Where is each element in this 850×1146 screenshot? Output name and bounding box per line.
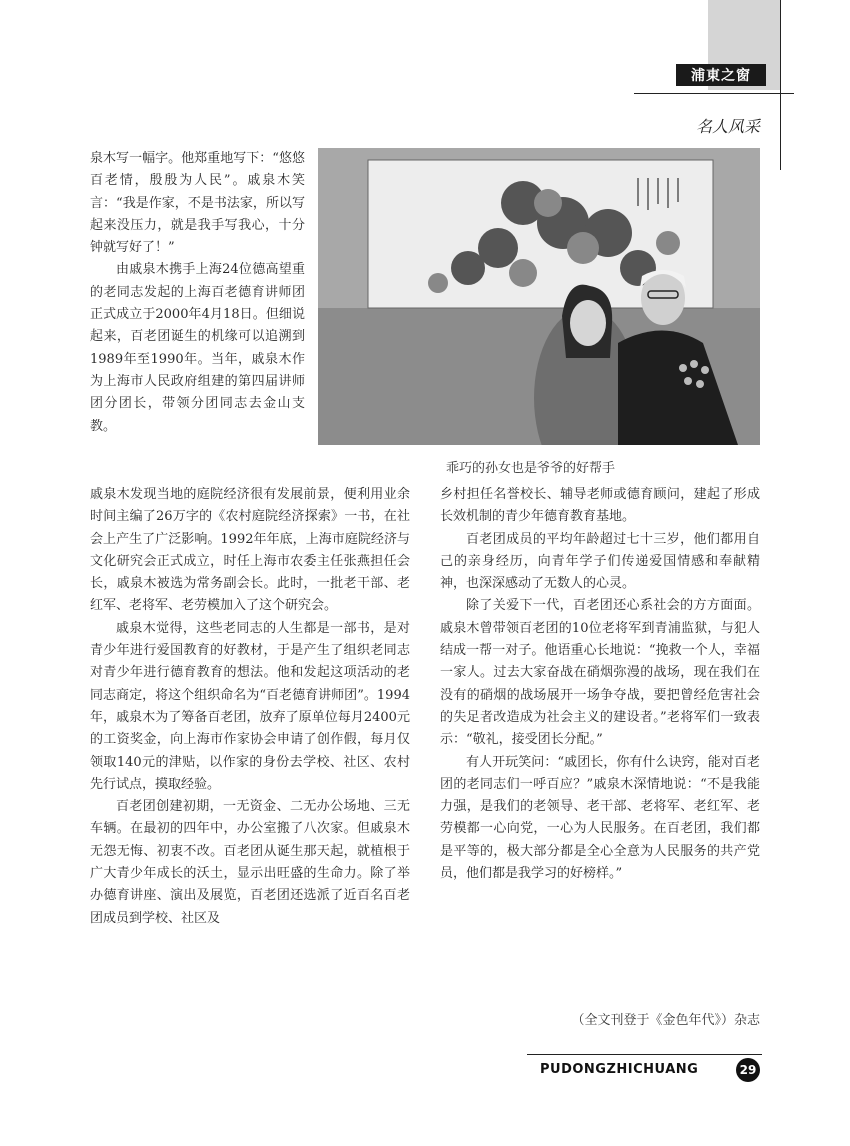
paragraph: 除了关爱下一代，百老团还心系社会的方方面面。戚泉木曾带领百老团的10位老将军到青浦监狱，与犯人结成一帮一对子。他语重心长地说：“挽救一个人，幸福一家人。过去大家奋战在硝烟弥漫的战场，现在我们在没有的硝烟的战场展开一场争夺战，要把曾经危害社会的失足者改造成为社会主义的建设者。”老将军们一致表示：“敬礼，接受团长分配。” — [440, 598, 760, 748]
paragraph: 有人开玩笑问：“戚团长，你有什么诀窍，能对百老团的老同志们一呼百应？”戚泉木深情地说：“不是我能力强，是我们的老领导、老干部、老将军、老红军、老劳模都一心向党，一心为人民服务。在百老团，我们都是平等的，极大部分都是全心全意为人民服务的共产党员，他们都是我学习的好榜样。” — [440, 754, 760, 882]
footer-magazine-name: PUDONGZHICHUANG — [540, 1062, 699, 1077]
wrap-column — [90, 148, 305, 438]
section-title: 名人风采 — [695, 117, 760, 136]
page-number: 29 — [736, 1058, 760, 1082]
paragraph: 戚泉木觉得，这些老同志的人生都是一部书，是对青少年进行爱国教育的好教材，于是产生了组织老同志对青少年进行德育教育的想法。他和发起这项活动的老同志商定，将这个组织命名为“百老德育讲师团”。1994年，戚泉木为了筹备百老团，放弃了原单位每月2400元的工资奖金，向上海市作家协会申请了创作假，每月仅领取140元的津贴，以作家的身份去学校、社区、农村先行试点，摸取经验。 — [90, 620, 410, 792]
paragraph: 百老团成员的平均年龄超过七十三岁，他们都用自己的亲身经历，向青年学子们传递爱国情感和奉献精神，也深深感动了无数人的心灵。 — [440, 531, 760, 592]
magazine-masthead: 浦東之窗 — [676, 64, 766, 86]
photo-caption: 乖巧的孙女也是爷爷的好帮手 — [446, 461, 616, 476]
paragraph: 泉木写一幅字。他郑重地写下：“悠悠百老情，殷殷为人民”。戚泉木笑言：“我是作家，不是书法家，所以写起来没压力，就是我手写我心，十分钟就写好了！” — [90, 151, 305, 256]
article-credit: （全文刊登于《金色年代》）杂志 — [571, 1013, 760, 1028]
header-horizontal-rule — [634, 93, 794, 94]
paragraph: 乡村担任名誉校长、辅导老师或德育顾问，建起了形成长效机制的青少年德育教育基地。 — [440, 487, 760, 525]
paragraph: 百老团创建初期，一无资金、二无办公场地、三无车辆。在最初的四年中，办公室搬了八次家。但戚泉木无怨无悔、初衷不改。百老团从诞生那天起，就植根于广大青少年成长的沃土，显示出旺盛的生命力。除了举办德育讲座、演出及展览，百老团还选派了近百名百老团成员到学校、社区及 — [90, 799, 410, 926]
paragraph: 戚泉木发现当地的庭院经济很有发展前景，便利用业余时间主编了26万字的《农村庭院经济探索》一书，在社会上产生了广泛影响。1992年年底，上海市庭院经济与文化研究会正式成立，时任上海市农委主任张燕担任会长，戚泉木被选为常务副会长。此时，一批老干部、老红军、老将军、老劳模加入了这个研究会。 — [90, 487, 410, 614]
paragraph: 由戚泉木携手上海24位德高望重的老同志发起的上海百老德育讲师团正式成立于2000年4月18日。但细说起来，百老团诞生的机缘可以追溯到1989年至1990年。当年，戚泉木作为上海市人民政府组建的第四届讲师团分团长，带领分团同志去金山支教。 — [90, 262, 305, 434]
left-column — [90, 484, 410, 930]
right-column — [440, 484, 760, 885]
footer-rule — [527, 1054, 762, 1055]
photo-illustration — [318, 148, 760, 445]
header-vertical-rule — [780, 0, 781, 170]
article-photo — [318, 148, 760, 445]
